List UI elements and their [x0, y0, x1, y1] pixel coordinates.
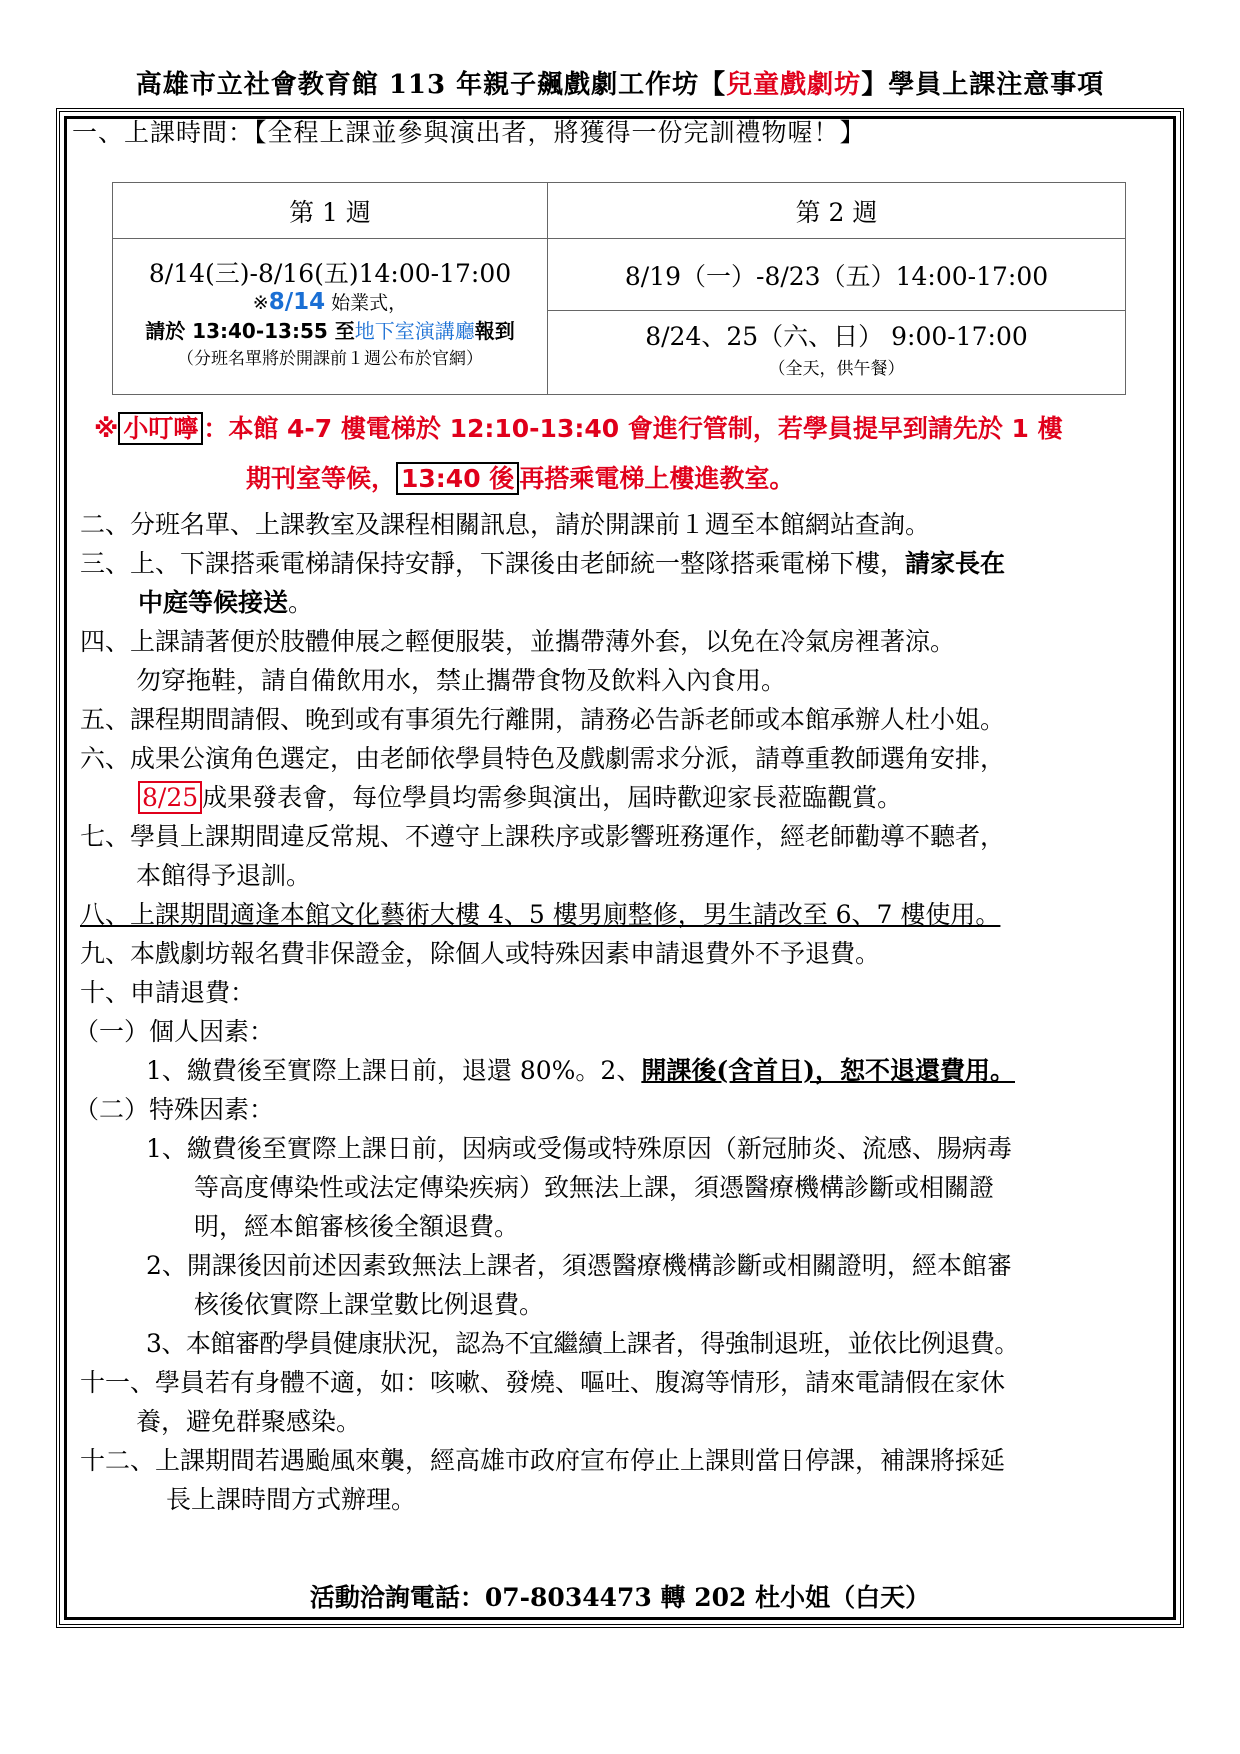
week1-report	[113, 317, 547, 345]
item-6-line-1: 六、成果公演角色選定，由老師依學員特色及戲劇需求分派，請尊重教師選角安排，	[80, 744, 1006, 773]
week1-note-rest: 始業式，	[325, 292, 408, 314]
week1-note-date: 8/14	[268, 289, 326, 315]
week1-header: 第 1 週	[113, 183, 548, 239]
item-3-line-2	[138, 586, 313, 620]
week2-note: （全天，供午餐）	[768, 358, 905, 379]
week1-time: 8/14(三)-8/16(五)14:00-17:00	[148, 259, 512, 288]
item-9: 九、本戲劇坊報名費非保證金，除個人或特殊因素申請退費外不予退費。	[80, 939, 881, 968]
week1-report-place: 地下室演講廳	[354, 319, 475, 343]
item-10-2b-line-2: 核後依實際上課堂數比例退費。	[194, 1290, 545, 1319]
item-10-2a-line-3: 明，經本館審核後全額退費。	[194, 1212, 520, 1241]
schedule-table	[112, 182, 1126, 395]
item-10-2: （二）特殊因素：	[74, 1095, 275, 1124]
week1-cell	[113, 239, 548, 395]
week1-note-mark: ※	[252, 292, 269, 314]
item-11-line-1: 十一、學員若有身體不適，如：咳嗽、發燒、嘔吐、腹瀉等情形，請來電請假在家休	[80, 1368, 1006, 1397]
warning-line-1	[94, 412, 1063, 446]
week2-time-a: 8/19（一）-8/23（五）14:00-17:00	[548, 239, 1126, 311]
item-10-1a	[146, 1054, 1015, 1088]
item-3-bold: 請家長在	[905, 549, 1006, 578]
week2-time-b: 8/24、25（六、日） 9:00-17:00	[645, 321, 1028, 351]
item-6-line-2	[138, 781, 902, 815]
item-10-1a-bold: 開課後(含首日)，恕不退還費用。	[641, 1056, 1015, 1085]
item-2: 二、分班名單、上課教室及課程相關訊息，請於開課前１週至本館網站查詢。	[80, 510, 931, 539]
item-10-2a-line-1: 1、繳費後至實際上課日前，因病或受傷或特殊原因（新冠肺炎、流感、腸病毒	[146, 1134, 1012, 1163]
item-11-line-2: 養，避免群聚感染。	[136, 1407, 362, 1436]
item-4-line-1: 四、上課請著便於肢體伸展之輕便服裝，並攜帶薄外套，以免在冷氣房裡著涼。	[80, 627, 956, 656]
item-10-2a-line-2: 等高度傳染性或法定傳染疾病）致無法上課，須憑醫療機構診斷或相關證	[194, 1173, 995, 1202]
item-10-1: （一）個人因素：	[74, 1017, 275, 1046]
warning-text-2-pre: 期刊室等候，	[246, 464, 397, 493]
item-4-line-2: 勿穿拖鞋，請自備飲用水，禁止攜帶食物及飲料入內食用。	[136, 666, 787, 695]
item-10-2b-line-1: 2、開課後因前述因素致無法上課者，須憑醫療機構診斷或相關證明，經本館審	[146, 1251, 1012, 1280]
week1-note	[113, 288, 547, 317]
item-12-line-2: 長上課時間方式辦理。	[166, 1485, 417, 1514]
warning-mark: ※	[94, 414, 119, 443]
warning-label: 小叮嚀	[118, 412, 203, 445]
item-8-text: 八、上課期間適逢本館文化藝術大樓 4、5 樓男廁整修，男生請改至 6、7 樓使用。	[80, 900, 1001, 929]
warning-text-2-post: 再搭乘電梯上樓進教室。	[519, 464, 795, 493]
item-10-1a-text: 1、繳費後至實際上課日前，退還 80%。2、	[146, 1056, 642, 1085]
item-10-2c: 3、本館審酌學員健康狀況，認為不宜繼續上課者，得強制退班，並依比例退費。	[146, 1329, 1019, 1358]
section1-heading: 一、上課時間：【全程上課並參與演出者，將獲得一份完訓禮物喔！】	[72, 118, 866, 147]
item-3-bold-2: 中庭等候接送	[138, 588, 289, 617]
item-10: 十、申請退費：	[80, 978, 256, 1007]
warning-line-2	[246, 462, 794, 496]
title-prefix: 高雄市立社會教育館 113 年親子飆戲劇工作坊【	[135, 70, 727, 100]
warning-text-1: ：本館 4-7 樓電梯於 12:10-13:40 會進行管制，若學員提早到請先於 1 樓	[203, 414, 1063, 443]
item-7-line-1: 七、學員上課期間違反常規、不遵守上課秩序或影響班務運作，經老師勸導不聽者，	[80, 822, 1006, 851]
item-3-text: 三、上、下課搭乘電梯請保持安靜，下課後由老師統一整隊搭乘電梯下樓，	[80, 549, 906, 578]
contact-footer: 活動洽詢電話：07-8034473 轉 202 杜小姐（白天）	[309, 1583, 931, 1612]
item-8	[80, 898, 1000, 932]
title-highlight: 兒童戲劇坊	[726, 70, 862, 100]
item-12-line-1: 十二、上課期間若遇颱風來襲，經高雄市政府宣布停止上課則當日停課，補課將採延	[80, 1446, 1006, 1475]
week2-cell-b	[548, 311, 1126, 395]
item-3-end: 。	[288, 588, 314, 617]
item-3-line-1	[80, 547, 1005, 581]
week1-report-pre: 請於 13:40-13:55 至	[145, 319, 355, 343]
warning-text-2-box: 13:40 後	[396, 462, 519, 495]
title-suffix: 】學員上課注意事項	[861, 70, 1105, 100]
week1-report-post: 報到	[474, 319, 515, 343]
item-6-date-box: 8/25	[138, 781, 202, 814]
week2-header: 第 2 週	[548, 183, 1126, 239]
item-7-line-2: 本館得予退訓。	[136, 861, 312, 890]
item-5: 五、課程期間請假、晚到或有事須先行離開，請務必告訴老師或本館承辦人杜小姐。	[80, 705, 1006, 734]
page-title	[0, 64, 1240, 101]
item-6-text: 成果發表會，每位學員均需參與演出，屆時歡迎家長蒞臨觀賞。	[202, 783, 903, 812]
week1-list-note: （分班名單將於開課前１週公布於官網）	[177, 349, 483, 369]
